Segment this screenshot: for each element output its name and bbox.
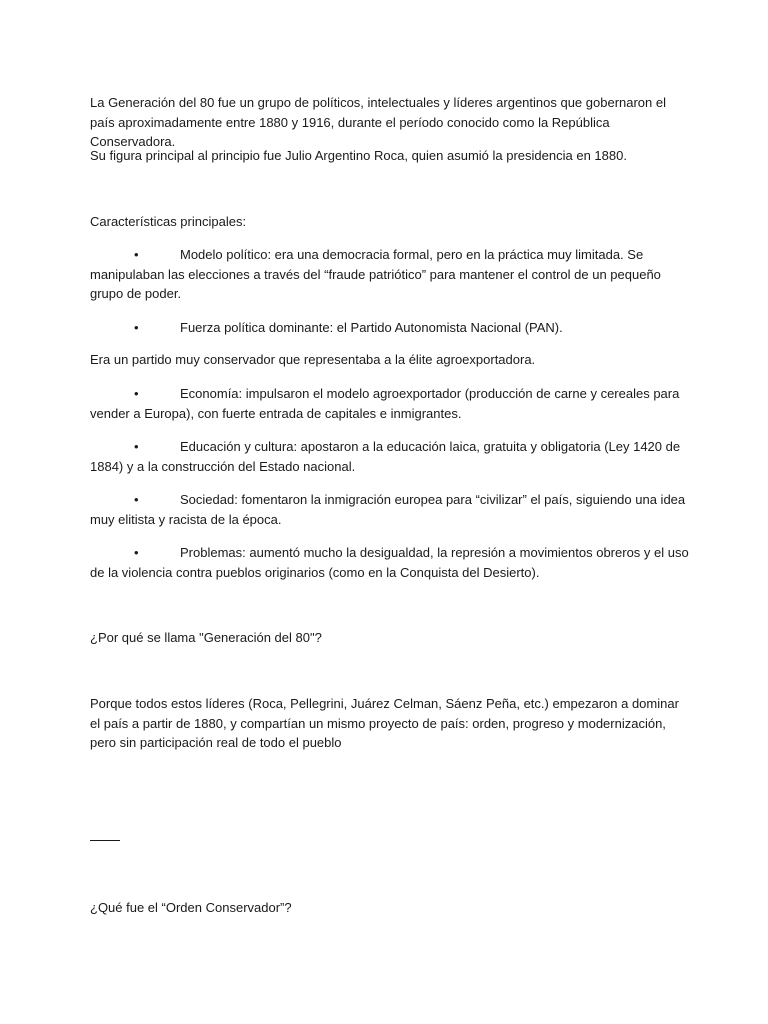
list-item-modelo-politico [90, 245, 690, 304]
answer-generacion: Porque todos estos líderes (Roca, Pellegrini, Juárez Celman, Sáenz Peña, etc.) empezaron a dominar el país a partir de 1880, y compartían un mismo proyecto de país: orden, progreso y modernización, pero sin participación real de todo el pueblo [90, 696, 679, 750]
bullet-icon: • [134, 320, 139, 335]
bullet-icon: • [134, 545, 139, 560]
separator-line [90, 840, 120, 841]
bullet-icon: • [134, 386, 139, 401]
characteristics-heading: Características principales: [90, 214, 247, 229]
list-item-text: Sociedad: fomentaron la inmigración europea para “civilizar” el país, siguiendo una idea muy elitista y racista de la época. [90, 492, 686, 527]
list-item-text: Fuerza política dominante: el Partido Autonomista Nacional (PAN). [180, 320, 563, 335]
list-item-text: Economía: impulsaron el modelo agroexportador (producción de carne y cereales para vender a Europa), con fuerte entrada de capitales e inmigrantes. [90, 386, 680, 421]
list-item-text: Modelo político: era una democracia formal, pero en la práctica muy limitada. Se manipulaban las elecciones a través del “fraude patriótico” para mantener el control de un pequeño grupo de poder. [90, 247, 661, 301]
list-item-sociedad [90, 490, 690, 529]
bullet-icon: • [134, 492, 139, 507]
bullet-icon: • [134, 247, 139, 262]
intro-paragraph-roca: Su figura principal al principio fue Julio Argentino Roca, quien asumió la presidencia en 1880. [90, 148, 627, 163]
list-item-fuerza-politica [90, 318, 690, 338]
list-item-educacion [90, 437, 690, 476]
question-orden-conservador: ¿Qué fue el “Orden Conservador”? [90, 900, 292, 915]
question-generacion: ¿Por qué se llama "Generación del 80"? [90, 630, 322, 645]
list-item-text: Problemas: aumentó mucho la desigualdad, la represión a movimientos obreros y el uso de la violencia contra pueblos originarios (como en la Conquista del Desierto). [90, 545, 689, 580]
bullet-icon: • [134, 439, 139, 454]
list-item-text: Educación y cultura: apostaron a la educación laica, gratuita y obligatoria (Ley 1420 de 1884) y a la construcción del Estado nacional. [90, 439, 681, 474]
intro-paragraph: La Generación del 80 fue un grupo de políticos, intelectuales y líderes argentinos que gobernaron el país aproximadamente entre 1880 y 1916, durante el período conocido como la República Conservadora. [90, 95, 666, 149]
list-item-problemas [90, 543, 690, 582]
list-item-economia [90, 384, 690, 423]
pan-note: Era un partido muy conservador que representaba a la élite agroexportadora. [90, 352, 536, 367]
